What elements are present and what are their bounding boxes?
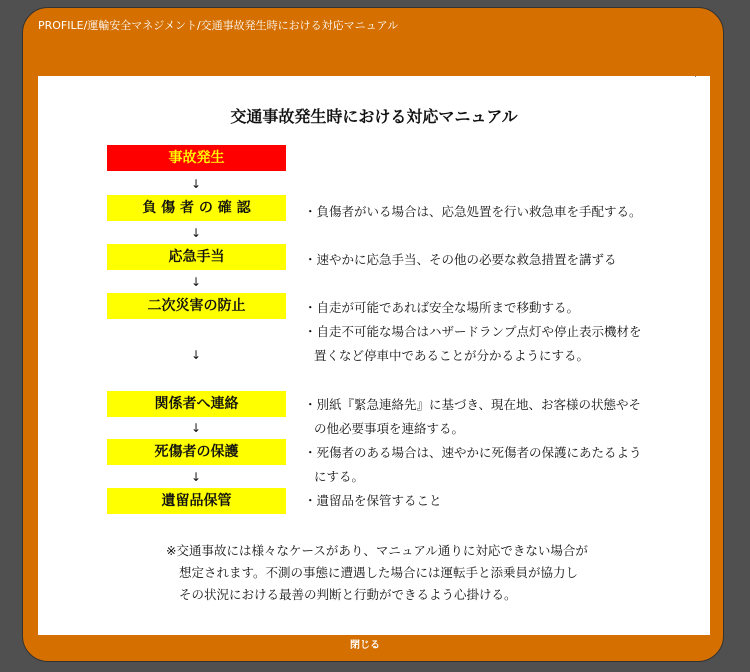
step-protect-casualties: 死傷者の保護	[107, 439, 286, 465]
desc-protect-casualties	[304, 441, 642, 489]
content-panel	[38, 76, 710, 635]
desc-check-injured	[304, 200, 642, 224]
flow-arrow-6: ↓	[190, 470, 202, 484]
step-check-injured: 負 傷 者 の 確 認	[107, 195, 286, 221]
step-prevent-secondary-disaster: 二次災害の防止	[107, 293, 286, 319]
footnote-line: ※交通事故には様々なケースがあり、マニュアル通りに対応できない場合が	[166, 543, 588, 558]
desc-line: ・速やかに応急手当、その他の必要な救急措置を講ずる	[304, 252, 617, 267]
breadcrumb: PROFILE/運輸安全マネジメント/交通事故発生時における対応マニュアル	[38, 19, 399, 32]
desc-line: の他必要事項を連絡する。	[314, 421, 465, 436]
desc-line: にする。	[314, 469, 365, 484]
footnote	[166, 540, 588, 606]
step-first-aid: 応急手当	[107, 244, 286, 270]
step-contact-parties: 関係者へ連絡	[107, 391, 286, 417]
flow-arrow-5: ↓	[190, 421, 202, 435]
step-keep-belongings: 遺留品保管	[107, 488, 286, 514]
desc-line: ・死傷者のある場合は、速やかに死傷者の保護にあたるよう	[304, 445, 642, 460]
desc-line: ・負傷者がいる場合は、応急処置を行い救急車を手配する。	[304, 204, 642, 219]
flow-arrow-4: ↓	[190, 348, 202, 362]
desc-line: 置くなど停車中であることが分かるようにする。	[314, 348, 590, 363]
flow-arrow-1: ↓	[190, 177, 202, 191]
desc-line: ・遺留品を保管すること	[304, 493, 442, 508]
desc-keep-belongings	[304, 489, 442, 513]
desc-line: ・別紙『緊急連絡先』に基づき、現在地、お客様の状態やそ	[304, 397, 642, 412]
close-button[interactable]: 閉じる	[350, 640, 380, 651]
desc-contact-parties	[304, 393, 641, 441]
flow-arrow-2: ↓	[190, 226, 202, 240]
flow-arrow-3: ↓	[190, 275, 202, 289]
footnote-line: その状況における最善の判断と行動ができるよう心掛ける。	[179, 587, 517, 602]
panel-marker	[695, 76, 696, 77]
footnote-line: 想定されます。不測の事態に遭遇した場合には運転手と添乗員が協力し	[179, 565, 579, 580]
desc-prevent-secondary-disaster	[304, 296, 642, 368]
step-accident-occurrence: 事故発生	[107, 145, 286, 171]
desc-line: ・自走が可能であれば安全な場所まで移動する。	[304, 300, 580, 315]
page-title: 交通事故発生時における対応マニュアル	[230, 107, 518, 126]
desc-line: ・自走不可能な場合はハザードランプ点灯や停止表示機材を	[304, 324, 642, 339]
desc-first-aid	[304, 248, 617, 272]
